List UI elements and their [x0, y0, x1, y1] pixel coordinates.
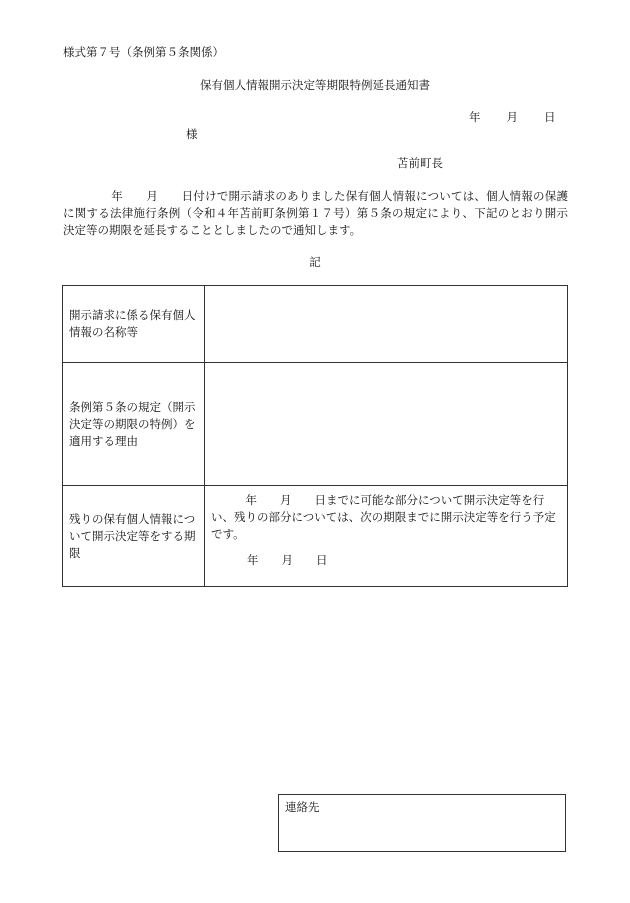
- deadline-text: 年 月 日までに可能な部分について開示決定等を行い、残りの部分については、次の期限までに開示決定等を行う予定です。: [211, 493, 556, 541]
- contact-label: 連絡先: [285, 800, 320, 814]
- document-title: 保有個人情報開示決定等期限特例延長通知書: [200, 78, 430, 92]
- table-row: [63, 363, 568, 486]
- date-day-label: 日: [544, 110, 556, 124]
- row-value-info-name: [205, 286, 568, 363]
- row-label-info-name: 開示請求に係る保有個人情報の名称等: [63, 286, 205, 363]
- deadline-date: 年 月 日: [247, 553, 328, 567]
- row-value-deadline: [205, 486, 568, 587]
- row-label-reason: 条例第５条の規定（開示決定等の期限の特例）を適用する理由: [63, 363, 205, 486]
- date-month-label: 月: [506, 110, 518, 124]
- row-value-reason: [205, 363, 568, 486]
- table-row: [63, 486, 568, 587]
- row-label-deadline: 残りの保有個人情報について開示決定等をする期限: [63, 486, 205, 587]
- table-row: [63, 286, 568, 363]
- form-number: 様式第７号（条例第５条関係）: [63, 45, 224, 59]
- notice-body-text: 年 月 日付けで開示請求のありました保有個人情報については、個人情報の保護に関する法律施行条例（令和４年苫前町条例第１７号）第５条の規定により、下記のとおり開示決定等の期限を延長することとしましたので通知します。: [63, 189, 568, 237]
- date-year-label: 年: [469, 110, 481, 124]
- notice-body: [63, 188, 568, 239]
- details-table: [62, 285, 568, 587]
- addressee-honorific: 様: [186, 127, 198, 141]
- issuer-name: 苫前町長: [397, 156, 443, 170]
- notice-date: [469, 111, 556, 125]
- contact-box: [278, 794, 566, 852]
- ki-marker: 記: [309, 255, 321, 269]
